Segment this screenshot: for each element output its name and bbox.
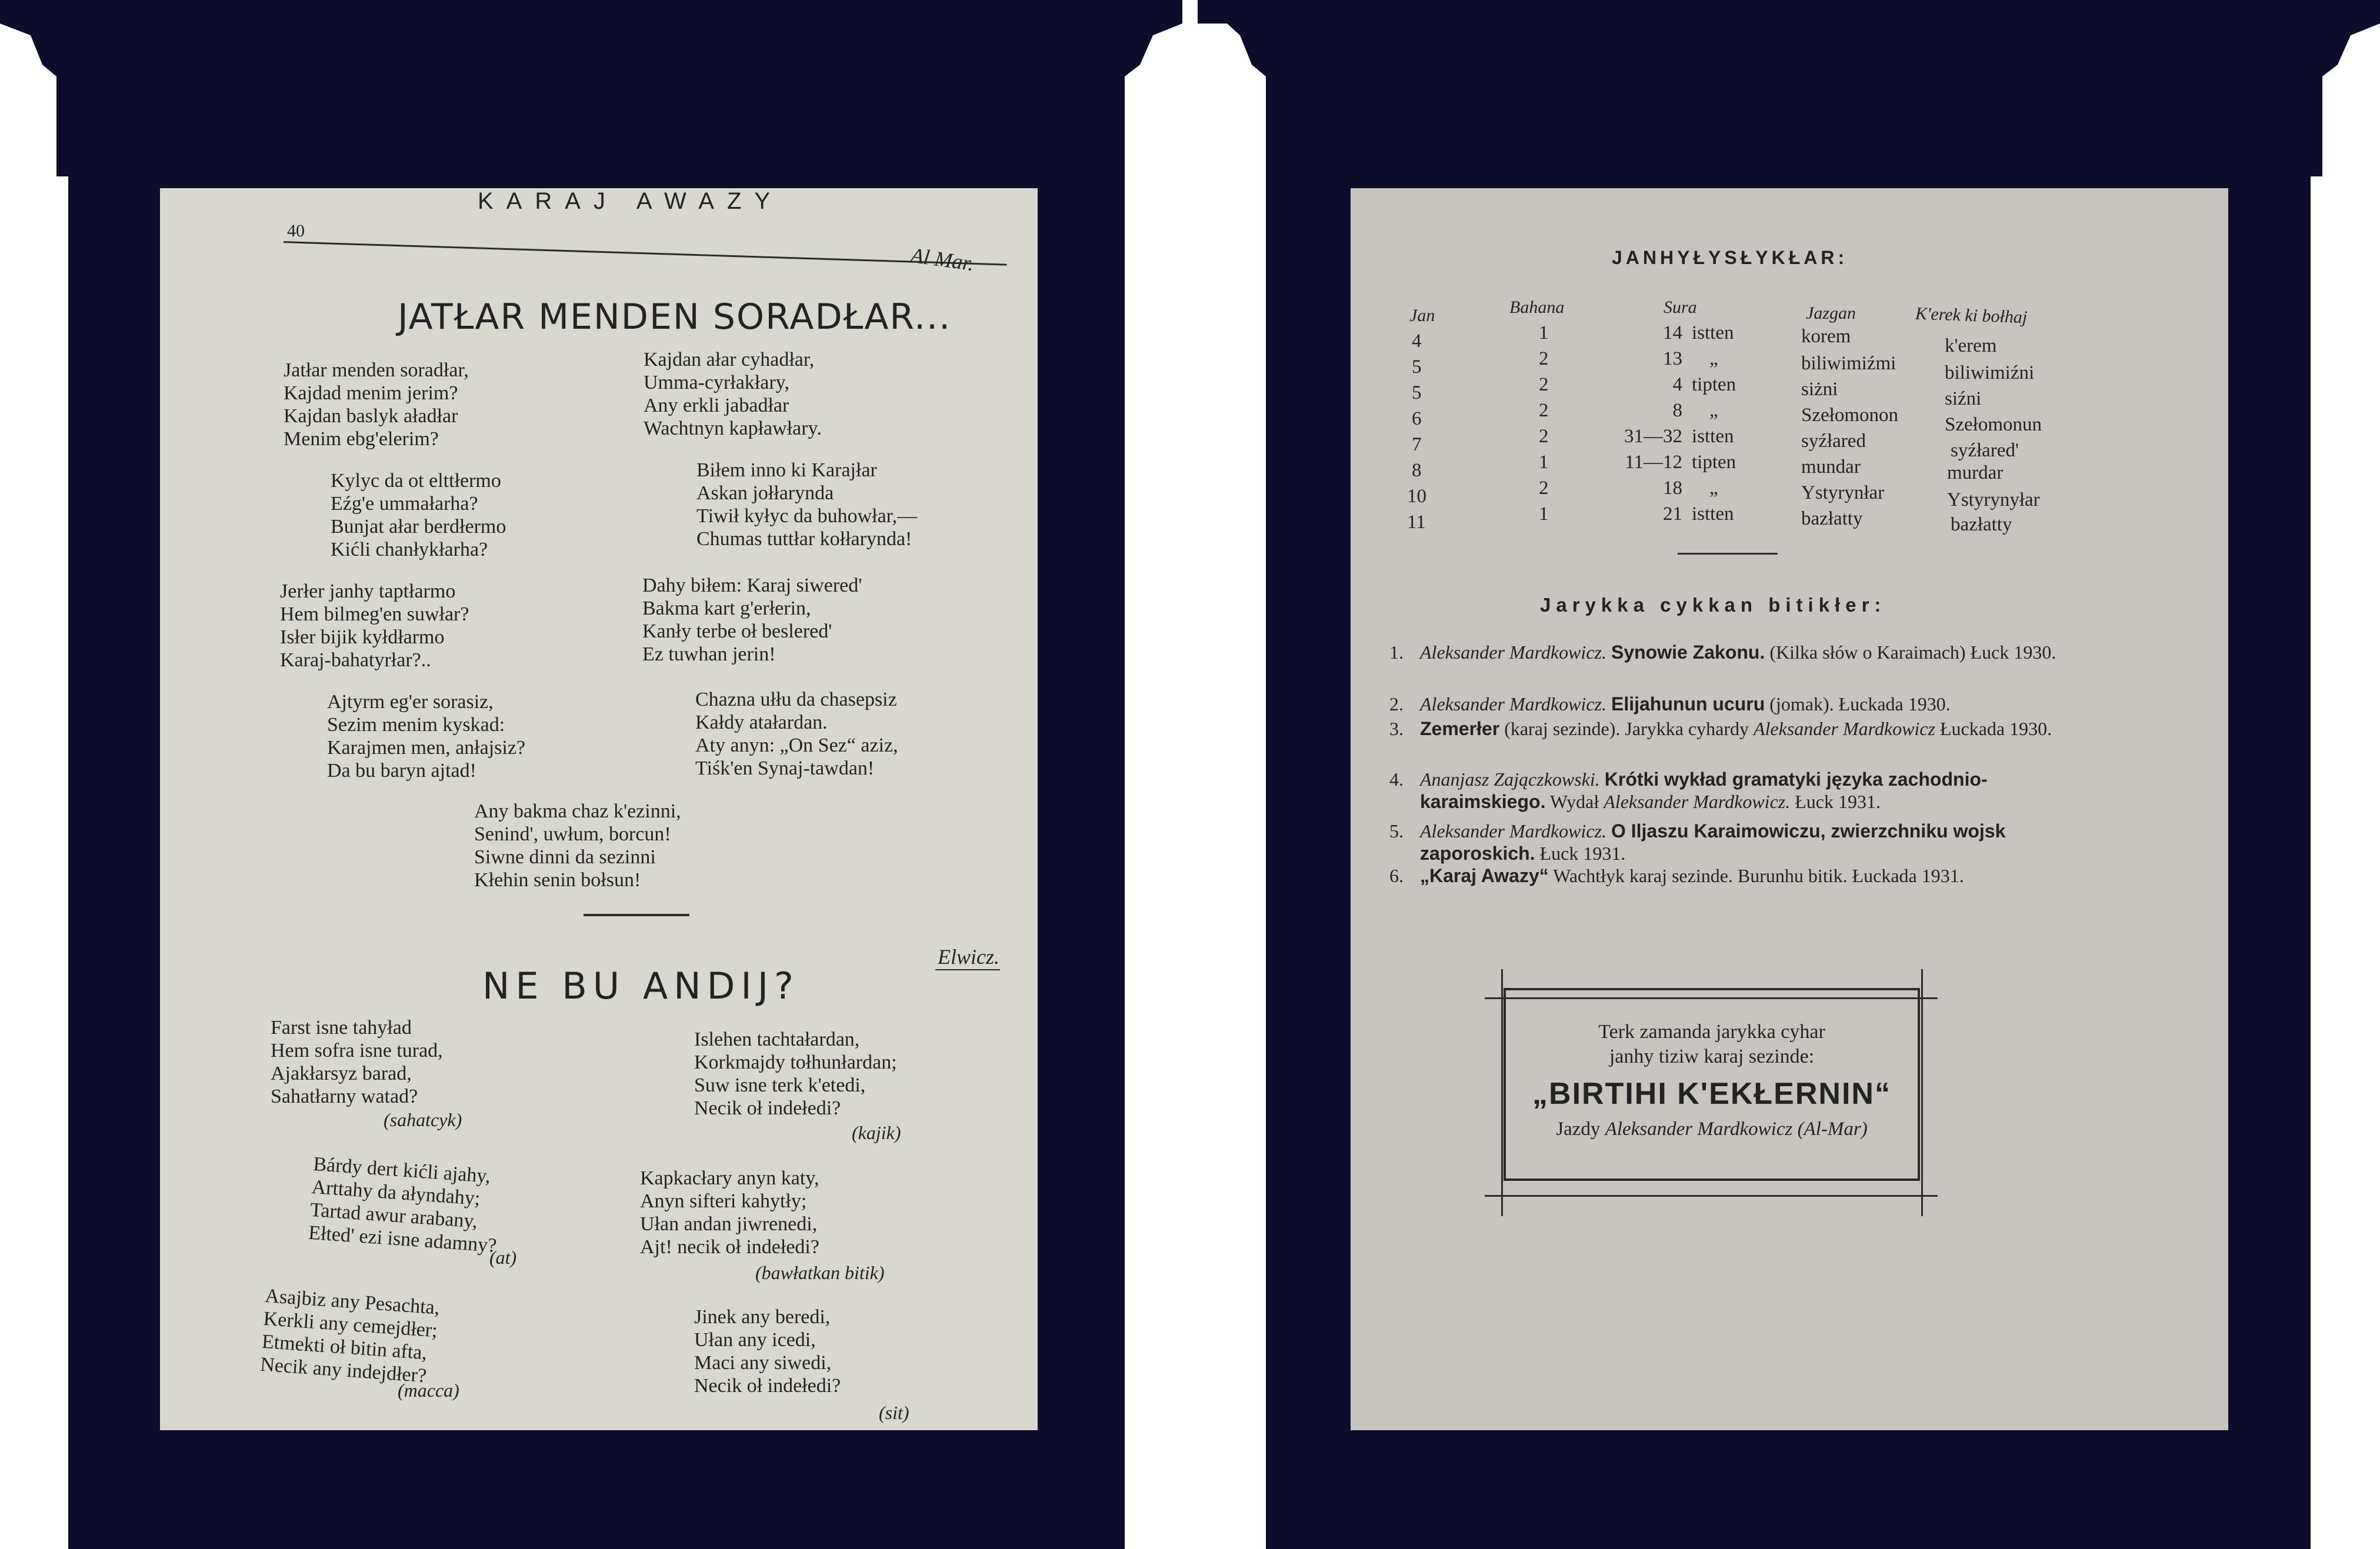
table-cell: 18 — [1663, 478, 1682, 499]
table-header: Jazgan — [1806, 303, 1856, 323]
poem1-stanza: Biłem inno ki Karajłar Askan jołłarynda Tiwił kyłyc da buhowłar,— Chumas tuttłar kołłarynda! — [696, 459, 918, 550]
poem1-stanza: Jatłar menden soradłar, Kajdad menim jerim? Kajdan baslyk aładłar Menim ebg'elerim? — [284, 359, 469, 450]
book-number: 5. — [1389, 820, 1404, 842]
book-entry — [1389, 717, 2079, 740]
table-cell: 2 — [1539, 478, 1549, 499]
book-entry — [1389, 820, 2079, 864]
poem1-stanza: Kylyc da ot elttłermo Eźg'e ummałarha? Bunjat ałar berdłermo Kićli chanłykłarha? — [331, 470, 506, 560]
table-cell: istten — [1692, 322, 1734, 343]
book-editor: Aleksander Mardkowicz. — [1604, 791, 1791, 812]
table-cell: siźni — [1945, 388, 1982, 409]
author-underline — [935, 969, 1000, 970]
book-author: Aleksander Mardkowicz. — [1420, 693, 1606, 715]
table-cell: 21 — [1663, 503, 1682, 525]
book-entry — [1389, 768, 2079, 813]
riddle-text: Jinek any beredi, Ułan any icedi, Maci any siwedi, Necik oł indełedi? — [694, 1306, 841, 1397]
table-cell: istten — [1692, 503, 1734, 525]
notice-box — [1504, 988, 1920, 1181]
table-cell: tipten — [1692, 374, 1736, 395]
table-cell: bazłatty — [1951, 514, 2012, 535]
book-details: Łuck 1931. — [1795, 791, 1881, 812]
table-cell: 2 — [1539, 426, 1549, 447]
book-details: (Kilka słów o Karaimach) Łuck 1930. — [1769, 642, 2056, 663]
table-header: Bahana — [1509, 298, 1565, 317]
riddle-text: Farst isne tahyład Hem sofra isne turad, Ajakłarsyz barad, Sahatłarny watad? — [271, 1017, 443, 1107]
table-cell: 10 — [1407, 486, 1426, 507]
table-cell: 31—32 — [1624, 426, 1682, 447]
book-title: Synowie Zakonu. — [1611, 642, 1765, 663]
poem1-final-stanza: Any bakma chaz k'ezinni, Senind', uwłum, borcun! Siwne dinni da sezinni Kłehin senin bołsun! — [474, 800, 681, 891]
book-number: 4. — [1389, 769, 1404, 790]
header-rule — [284, 241, 1006, 266]
left-page — [160, 188, 1038, 1430]
table-cell: k'erem — [1945, 335, 1997, 356]
table-header: Jan — [1409, 306, 1435, 325]
notice-author: Aleksander Mardkowicz — [1605, 1119, 1793, 1140]
book-details: Łuck 1931. — [1539, 843, 1626, 864]
book-number: 1. — [1389, 642, 1404, 663]
table-cell: 1 — [1539, 452, 1549, 473]
poem2-author: Elwicz. — [938, 945, 999, 969]
poem1-author: Al Mar. — [909, 243, 976, 276]
table-cell: syźłared — [1801, 430, 1866, 452]
table-cell: 7 — [1412, 434, 1422, 455]
table-cell: biliwimiźni — [1945, 362, 2035, 383]
notice-alias: (Al-Mar) — [1797, 1119, 1868, 1140]
book-details: (jomak). Łuckada 1930. — [1769, 693, 1951, 715]
riddle-answer: (sahatcyk) — [384, 1109, 462, 1130]
answers-title: JANHYŁYSŁYKŁAR: — [1612, 247, 1848, 268]
riddle-answer: (macca) — [398, 1380, 459, 1401]
riddle-text: Islehen tachtałardan, Korkmajdy tołhunłardan; Suw isne terk k'etedi, Necik oł indełedi? — [694, 1029, 897, 1119]
table-cell: 6 — [1412, 408, 1422, 429]
table-cell: tipten — [1692, 452, 1736, 473]
table-cell: „ — [1709, 478, 1718, 499]
poem1-stanza: Dahy biłem: Karaj siwered' Bakma kart g'erłerin, Kanły terbe oł beslered' Ez tuwhan jerin! — [642, 575, 862, 665]
table-cell: 1 — [1539, 322, 1549, 343]
book-author: Ananjasz Zajączkowski. — [1420, 769, 1600, 790]
table-cell: 8 — [1672, 400, 1682, 421]
riddle-answer: (kajik) — [852, 1122, 901, 1143]
table-cell: „ — [1709, 400, 1718, 421]
notice-line: Terk zamanda jarykka cyhar — [1598, 1021, 1825, 1043]
book-author: Aleksander Mardkowicz. — [1420, 642, 1606, 663]
book-title: Elijahunun ucuru — [1611, 693, 1765, 715]
notice-line: janhy tiziw karaj sezinde: — [1609, 1046, 1815, 1067]
table-header: Sura — [1664, 298, 1697, 317]
table-cell: murdar — [1947, 462, 2004, 483]
table-cell: siżni — [1801, 379, 1838, 400]
poem-divider — [584, 914, 689, 916]
running-head: KARAJ AWAZY — [478, 188, 784, 214]
table-cell: istten — [1692, 426, 1734, 447]
books-title: Jarykka cykkan bitikłer: — [1540, 594, 1886, 616]
notice-by: Jazdy — [1556, 1119, 1601, 1140]
table-cell: syźłared' — [1951, 440, 2019, 461]
book-title: „Karaj Awazy“ — [1420, 865, 1549, 886]
riddle-text: Asajbiz any Pesachta, Kerkli any cemejdłer; Etmekti oł bitin afta, Necik any indejdłer? — [259, 1284, 441, 1387]
book-author: Aleksander Mardkowicz. — [1420, 820, 1606, 842]
book-entry — [1389, 693, 2079, 715]
table-cell: 13 — [1663, 348, 1682, 369]
table-header: K'erek ki bołhaj — [1915, 303, 2028, 328]
book-number: 6. — [1389, 865, 1404, 886]
book-entry — [1389, 864, 2079, 887]
table-cell: Ystyrynyłar — [1947, 489, 2040, 510]
table-cell: Szełomonun — [1945, 414, 2042, 435]
book-editor: Aleksander Mardkowicz — [1753, 718, 1935, 739]
riddle-answer: (at) — [489, 1247, 517, 1268]
table-cell: Szełomonon — [1801, 405, 1898, 426]
box-right-rule — [1921, 969, 1923, 1216]
book-number: 3. — [1389, 718, 1404, 739]
box-top-rule — [1485, 997, 1938, 999]
table-cell: 4 — [1672, 374, 1682, 395]
box-bottom-rule — [1485, 1195, 1938, 1197]
notice-byline — [1506, 1119, 1918, 1140]
table-cell: 5 — [1412, 356, 1422, 378]
book-number: 2. — [1389, 693, 1404, 715]
table-cell: korem — [1801, 326, 1851, 347]
poem1-stanza: Kajdan ałar cyhadłar, Umma-cyrłakłary, Any erkli jabadłar Wachtnyn kapławłary. — [644, 349, 822, 439]
right-page — [1351, 188, 2228, 1430]
book-details: Wachtłyk karaj sezinde. Burunhu bitik. Łuckada 1931. — [1553, 865, 1964, 886]
poem1-stanza: Jerłer janhy taptłarmo Hem bilmeg'en suwłar? Isłer bijik kyłdłarmo Karaj-bahatyrłar?.. — [280, 580, 469, 671]
book-title: Zemerłer — [1420, 718, 1500, 739]
table-cell: 11—12 — [1625, 452, 1682, 473]
book-title: Krótki wykład gramatyki języka zachodnio-karaimskiego. — [1420, 769, 1988, 812]
table-cell: 8 — [1412, 460, 1422, 481]
table-cell: mundar — [1801, 456, 1861, 478]
book-title: O Iljaszu Karaimowiczu, zwierzchniku wojsk zaporoskich. — [1420, 820, 2006, 864]
table-cell: 2 — [1539, 400, 1549, 421]
table-cell: 1 — [1539, 503, 1549, 525]
book-details: Łuckada 1930. — [1939, 718, 2052, 739]
table-cell: biliwimiźmi — [1801, 353, 1896, 374]
table-cell: 14 — [1663, 322, 1682, 343]
table-cell: 11 — [1407, 512, 1426, 533]
riddle-text: Kapkacłary anyn katy, Anyn sifteri kahytły; Ułan andan jiwrenedi, Ajt! necik oł indełedi? — [640, 1167, 819, 1258]
riddle-text: Bárdy dert kićli ajahy, Arttahy da ałyndahy; Tartad awur arabany, Ełted' ezi isne adamny? — [308, 1153, 498, 1257]
section-divider — [1678, 553, 1778, 555]
poem1-stanza: Ajtyrm eg'er sorasiz, Sezim menim kyskad: Karajmen men, anłajsiz? Da bu baryn ajtad! — [327, 691, 526, 782]
table-cell: 2 — [1539, 374, 1549, 395]
book-details: (karaj sezinde). Jarykka cyhardy — [1504, 718, 1749, 739]
page-number: 40 — [287, 221, 305, 241]
box-left-rule — [1501, 969, 1503, 1216]
book-entry — [1389, 641, 2079, 663]
table-cell: 4 — [1412, 331, 1422, 352]
poem1-stanza: Chazna ułłu da chasepsiz Kałdy atałardan. Aty anyn: „On Sez“ aziz, Tiśk'en Synaj-tawdan! — [695, 689, 898, 779]
poem1-title: JATŁAR MENDEN SORADŁAR... — [398, 296, 952, 338]
table-cell: Ystyrynłar — [1801, 482, 1885, 503]
table-cell: 5 — [1412, 382, 1422, 403]
poem2-title: NE BU ANDIJ? — [482, 964, 799, 1007]
table-cell: bazłatty — [1801, 508, 1863, 529]
book-details: Wydał — [1549, 791, 1599, 812]
notice-title: „BIRTIHI K'EKŁERNIN“ — [1532, 1077, 1891, 1111]
table-cell: „ — [1709, 348, 1718, 369]
table-cell: 2 — [1539, 348, 1549, 369]
riddle-answer: (sit) — [879, 1402, 909, 1423]
riddle-answer: (bawłatkan bitik) — [755, 1262, 885, 1283]
